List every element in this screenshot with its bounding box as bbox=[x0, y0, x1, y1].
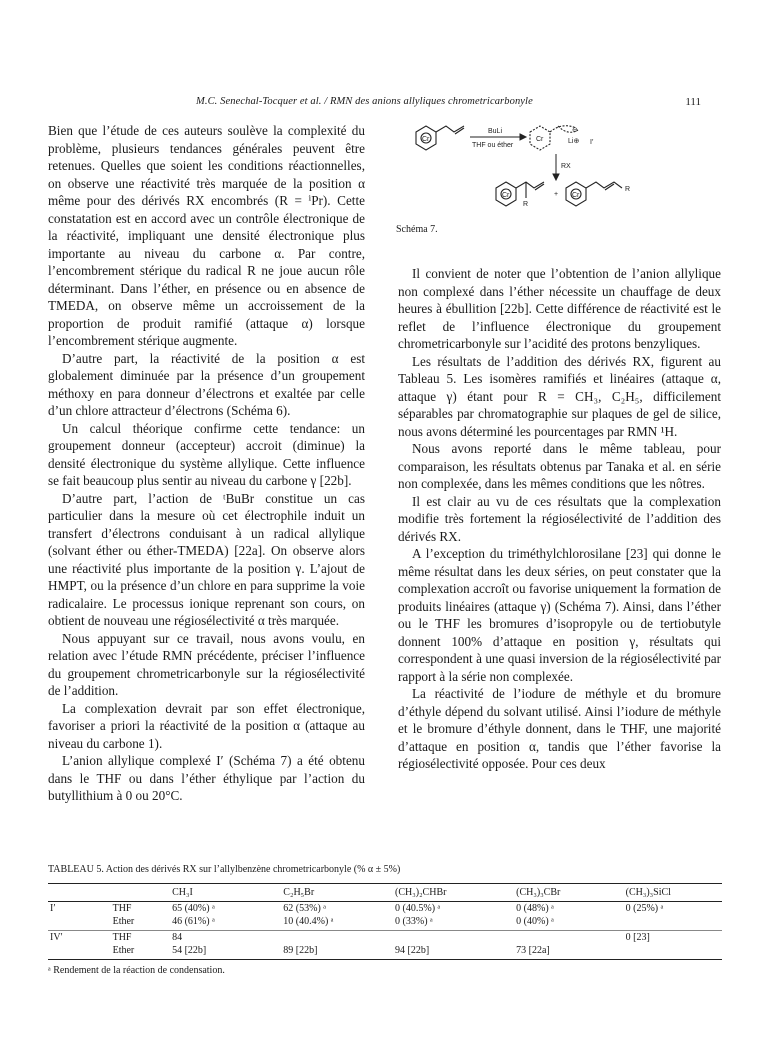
value-cell: 0 [23] bbox=[625, 932, 650, 943]
table-header-row bbox=[48, 884, 722, 902]
paragraph: La réactivité de l’iodure de méthyle et du bromure d’éthyle dépend du solvant utilisé. Ainsi l’iodure de méthyle et le bromure d’éthyle donnent, dans le THF, une majorité d’attaque en position α, tandis que l’éther favorise la régiosélectivité opposée. Pour ces deux bbox=[398, 686, 721, 771]
table-row bbox=[48, 931, 722, 945]
product-label-i-prime: I′ bbox=[590, 139, 594, 146]
value-cell bbox=[624, 944, 722, 960]
paragraph: Bien que l’étude de ces auteurs soulève la complexité du problème, plusieurs tendances générales peuvent être retenues. Quelles que soient les conditions réactionnelles, on observe une réactivité très marquée de la position α même pour des dérivés RX encombrés (R = ⁱPr). Cette constatation est en accord avec un contrôle électronique de la réactivité, impliquant une densité électronique plus importante au niveau du carbone α. Par contre, l’encombrement stérique du radical R ne joue aucun rôle déterminant. Dans l’éther, en présence ou en absence de TMEDA, on observe même un accroissement de la proportion de produit ramifié (attaque α) lorsque l’encombrement stérique augmente. bbox=[48, 123, 365, 348]
value-cell: 73 [22a] bbox=[514, 944, 623, 960]
column-header: C₂H₅Br bbox=[281, 884, 393, 902]
paragraph: Il est clair au vu de ces résultats que la complexation modifie très fortement la régiosélectivité de l’addition des dérivés RX. bbox=[398, 493, 721, 544]
scheme-7-drawing bbox=[396, 122, 726, 222]
value-cell: 65 (40%) ᵃ bbox=[172, 903, 215, 914]
column-header: (CH₃)₃SiCl bbox=[624, 884, 722, 902]
table-body bbox=[48, 902, 722, 960]
cr-label-3: Cr bbox=[502, 192, 510, 199]
column-header: CH₃I bbox=[170, 884, 281, 902]
value-cell: 84 bbox=[172, 932, 183, 943]
reagent-top: BuLi bbox=[488, 128, 503, 135]
right-column bbox=[398, 265, 721, 773]
compound-cell bbox=[48, 915, 111, 931]
column-header: (CH₃)₃CBr bbox=[514, 884, 623, 902]
paragraph: Un calcul théorique confirme cette tendance: un groupement donneur (accepteur) accroit (diminue) la densité électronique du système allylique. Cette influence se fait beaucoup plus sentir au niveau du carbone γ [22b]. bbox=[48, 420, 365, 488]
down-arrow-icon bbox=[553, 154, 559, 180]
solvent-cell: Ether bbox=[111, 944, 170, 960]
paragraph: D’autre part, la réactivité de la position α est globalement diminuée par la présence d’un groupement méthoxy en para donneur d’électrons et exaltée par celle d’un chlore attracteur d’électrons (Schéma 6). bbox=[48, 350, 365, 418]
compound-cell: I′ bbox=[50, 903, 56, 914]
page-number: 111 bbox=[685, 96, 701, 108]
solvent-cell: THF bbox=[112, 903, 132, 914]
reagent-bottom: THF ou éther bbox=[472, 142, 514, 149]
r-label-linear: R bbox=[625, 186, 631, 193]
plus-sign: + bbox=[554, 191, 559, 198]
cr-label-1: Cr bbox=[422, 136, 430, 143]
paragraph: Nous appuyant sur ce travail, nous avons voulu, en relation avec l’étude RMN précédente, préciser l’influence du groupement chrometricarbonyle sur la régiosélectivité de l’addition. bbox=[48, 630, 365, 698]
compound-cell: IV′ bbox=[50, 932, 63, 943]
table-5 bbox=[48, 864, 722, 976]
solvent-cell: THF bbox=[112, 932, 132, 943]
column-header bbox=[48, 884, 111, 902]
value-cell bbox=[393, 931, 514, 945]
table-footnote: ᵃ Rendement de la réaction de condensation. bbox=[48, 965, 225, 976]
running-header bbox=[0, 96, 771, 112]
paragraph: Nous avons reporté dans le même tableau, pour comparaison, les résultats obtenus par Tanaka et al. en série non complexée, dans les mêmes conditions que les nôtres. bbox=[398, 441, 721, 491]
paragraph: L’anion allylique complexé I′ (Schéma 7) a été obtenu dans le THF ou dans l’éther éthylique par l’action du butyllithium à 0 ou 20°C. bbox=[48, 753, 365, 803]
value-cell: 0 (48%) ᵃ bbox=[516, 903, 554, 914]
column-header: (CH₃)₂CHBr bbox=[393, 884, 514, 902]
table-row bbox=[48, 944, 722, 960]
running-title: M.C. Senechal-Tocquer et al. / RMN des anions allyliques chrometricarbonyle bbox=[196, 96, 533, 107]
li-label: Li⊕ bbox=[568, 138, 580, 145]
paragraph: Les résultats de l’addition des dérivés RX, figurent au Tableau 5. Les isomères ramifiés et linéaires (attaque α, attaque γ) étant pour R = CH₃, C₂H₅, difficilement séparables par chromatographie sur plaques de gel de silice, nous avons déterminé les pourcentages par RMN ¹H. bbox=[398, 353, 721, 439]
value-cell: 94 [22b] bbox=[393, 944, 514, 960]
anion-charge: ⊖ bbox=[572, 127, 578, 134]
value-cell: 46 (61%) ᵃ bbox=[170, 915, 281, 931]
r-label-branched: R bbox=[523, 201, 529, 208]
scheme-caption: Schéma 7. bbox=[396, 224, 438, 235]
value-cell: 10 (40.4%) ᵃ bbox=[281, 915, 393, 931]
value-cell: 62 (53%) ᵃ bbox=[283, 903, 327, 914]
value-cell bbox=[281, 931, 393, 945]
left-column bbox=[48, 122, 365, 805]
table-row bbox=[48, 915, 722, 931]
cr-label-2: Cr bbox=[536, 136, 544, 143]
value-cell: 0 (40.5%) ᵃ bbox=[395, 903, 441, 914]
value-cell: 89 [22b] bbox=[281, 944, 393, 960]
value-cell: 54 [22b] bbox=[170, 944, 281, 960]
value-cell: 0 (25%) ᵃ bbox=[625, 903, 664, 914]
value-cell: 0 (33%) ᵃ bbox=[393, 915, 514, 931]
paragraph: D’autre part, l’action de ᵗBuBr constitue un cas particulier dans la mesure où cet électrophile induit un transfert d’électrons conduisant à un radical allylique (solvant éther ou éther-TMEDA) [22a]. On observe alors une réactivité plus importante de la position γ. L’ajout de HMPT, ou la présence d’un chlore en para supprime la voie radicalaire. Le processus ionique reprenant son cours, on obtient de nouveau une régiosélectivité α très marquée. bbox=[48, 490, 365, 628]
paragraph: A l’exception du triméthylchlorosilane [23] qui donne le même résultat dans les deux séries, on peut constater que la complexation accroît ou favorise uniquement la formation de produits linéaires (attaque γ) (Schéma 7). Ainsi, dans l’éther ou le THF les bromures d’isopropyle ou de tertiobutyle donnent 100% d’attaque en position γ, résultats qui correspondent à une quasi inversion de la régiosélectivité par rapport à la série non complexée. bbox=[398, 546, 721, 684]
compound-cell bbox=[48, 944, 111, 960]
paragraph: Il convient de noter que l’obtention de l’anion allylique non complexé dans l’éther nécessite un chauffage de deux heures à ébullition [22b]. Cette différence de réactivité est le reflet de l’influence électronique du groupement chrometricarbonyle sur l’acidité des protons benzyliques. bbox=[398, 266, 721, 351]
value-cell bbox=[624, 915, 722, 931]
table-caption: TABLEAU 5. Action des dérivés RX sur l’allylbenzène chrometricarbonyle (% α ± 5%) bbox=[48, 864, 401, 875]
column-header bbox=[111, 884, 170, 902]
rx-label: RX bbox=[561, 163, 571, 170]
solvent-cell: Ether bbox=[111, 915, 170, 931]
results-table bbox=[48, 883, 722, 960]
cr-label-4: Cr bbox=[572, 192, 580, 199]
value-cell: 0 (40%) ᵃ bbox=[514, 915, 623, 931]
value-cell bbox=[514, 931, 623, 945]
scheme-7 bbox=[396, 122, 726, 257]
paragraph: La complexation devrait par son effet électronique, favoriser a priori la réactivité de la position α (attaque au niveau du carbone 1). bbox=[48, 700, 365, 751]
table-row bbox=[48, 902, 722, 916]
